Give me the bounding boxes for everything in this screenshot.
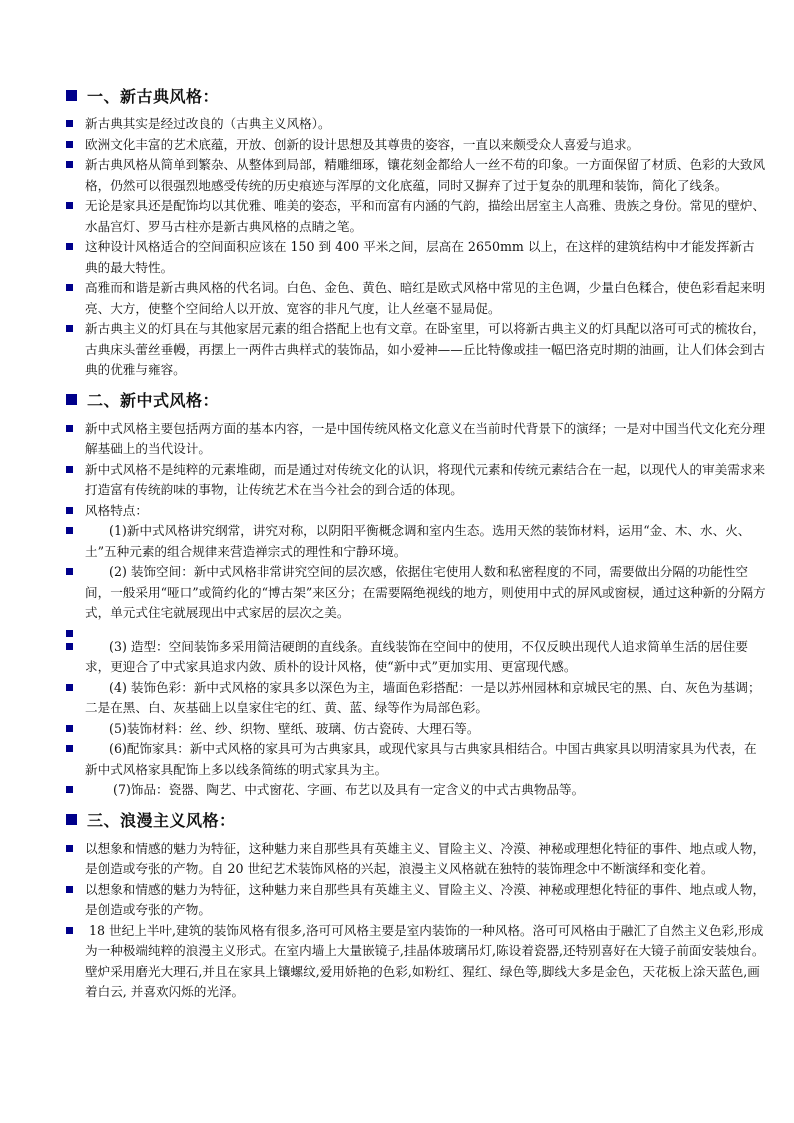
section-heading	[66, 80, 766, 110]
square-bullet-icon	[66, 507, 73, 514]
square-bullet-icon	[66, 845, 73, 852]
section-heading-text: 三、浪漫主义风格：	[87, 811, 236, 830]
list-item	[66, 780, 766, 801]
square-bullet-icon	[66, 394, 77, 405]
square-bullet-icon	[66, 141, 73, 148]
list-item	[66, 114, 766, 135]
list-item-text: 这种设计风格适合的空间面积应该在 150 到 400 平米之间，层高在 2650mm 以上，在这样的建筑结构中才能发挥新古典的最大特性。	[85, 239, 755, 275]
list-item-text: (6)配饰家具：新中式风格的家具可为古典家具，或现代家具与古典家具相结合。中国古典家具以明清家具为代表，在新中式风格家具配饰上多以线条简练的明式家具为主。	[85, 741, 757, 777]
section-new-chinese	[66, 385, 766, 801]
section-heading	[66, 805, 766, 835]
square-bullet-icon	[66, 927, 73, 934]
list-item-text: 新古典风格从简单到繁杂、从整体到局部，精雕细琢，镶花刻金都给人一丝不苟的印象。一方面保留了材质、色彩的大致风格，仍然可以很强烈地感受传统的历史痕迹与浑厚的文化底蕴，同时又摒弃了过于复杂的肌理和装饰，简化了线条。	[85, 157, 766, 193]
list-item	[66, 501, 766, 522]
square-bullet-icon	[66, 161, 73, 168]
list-item-text: 新中式风格不是纯粹的元素堆砌，而是通过对传统文化的认识，将现代元素和传统元素结合在一起，以现代人的审美需求来打造富有传统韵味的事物，让传统艺术在当今社会的到合适的体现。	[85, 461, 766, 497]
square-bullet-icon	[66, 886, 73, 893]
square-bullet-icon	[66, 120, 73, 127]
section-heading-text: 一、新古典风格：	[87, 86, 220, 106]
list-item	[66, 739, 766, 780]
list-item	[66, 880, 766, 921]
list-item-text: 以想象和情感的魅力为特征，这种魅力来自那些具有英雄主义、冒险主义、冷漠、神秘或理想化特征的事件、地点或人物，是创造或夸张的产物。	[85, 881, 766, 917]
list-item-text: (7)饰品：瓷器、陶艺、中式窗花、字画、布艺以及具有一定含义的中式古典物品等。	[85, 782, 585, 797]
list-item-text: 新中式风格主要包括两方面的基本内容，一是中国传统风格文化意义在当前时代背景下的演绎；一是对中国当代文化充分理解基础上的当代设计。	[85, 420, 766, 456]
list-item-text: 新古典其实是经过改良的（古典主义风格）。	[85, 116, 331, 131]
list-item-text: (5)装饰材料：丝、纱、织物、壁纸、玻璃、仿古瓷砖、大理石等。	[85, 720, 480, 736]
square-bullet-icon	[66, 725, 73, 732]
list-item-text: 18 世纪上半叶,建筑的装饰风格有很多,洛可可风格主要是室内装饰的一种风格。洛可可风格由于融汇了自然主义色彩,形成为一种极端纯粹的浪漫主义形式。在室内墙上大量嵌镜子,挂晶体玻璃吊灯,陈设着瓷器,还特别喜好在大镜子前面安装烛台。壁炉采用磨光大理石,并且在家具上镶螺纹,爱用娇艳的色彩,如粉红、猩红、绿色等,脚线大多是金色，天花板上涂天蓝色,画着白云, 并喜欢闪烁的光泽。	[85, 922, 765, 999]
list-item	[66, 562, 766, 624]
list-item-text: 欧洲文化丰富的艺术底蕴，开放、创新的设计思想及其尊贵的姿容，一直以来颇受众人喜爱与追求。	[85, 136, 640, 152]
list-item	[66, 319, 766, 381]
square-bullet-icon	[66, 643, 73, 650]
list-item-text: 风格特点：	[85, 502, 148, 518]
section-neoclassical	[66, 80, 766, 381]
list-item	[66, 637, 766, 678]
list-item-text: 无论是家具还是配饰均以其优雅、唯美的姿态，平和而富有内涵的气韵，描绘出居室主人高雅、贵族之身份。常见的壁炉、水晶宫灯、罗马古柱亦是新古典风格的点睛之笔。	[85, 198, 766, 234]
list-item	[66, 196, 766, 237]
square-bullet-icon	[66, 684, 73, 691]
bullet-list	[66, 114, 766, 381]
list-item-text: (1)新中式风格讲究纲常，讲究对称，以阴阳平衡概念调和室内生态。选用天然的装饰材料，运用“金、木、水、火、土”五种元素的组合规律来营造禅宗式的理性和宁静环境。	[85, 523, 751, 559]
square-bullet-icon	[66, 90, 77, 101]
square-bullet-icon	[66, 568, 73, 575]
list-item	[66, 460, 766, 501]
square-bullet-icon	[66, 814, 77, 825]
square-bullet-icon	[66, 527, 73, 534]
list-item	[66, 419, 766, 460]
document-body	[66, 80, 766, 1007]
square-bullet-icon	[66, 630, 73, 637]
list-item	[66, 278, 766, 319]
square-bullet-icon	[66, 284, 73, 291]
list-item-text: 高雅而和谐是新古典风格的代名词。白色、金色、黄色、暗红是欧式风格中常见的主色调，少量白色糅合，使色彩看起来明亮、大方，使整个空间给人以开放、宽容的非凡气度，让人丝毫不显局促。	[85, 280, 766, 316]
list-item-text: 以想象和情感的魅力为特征，这种魅力来自那些具有英雄主义、冒险主义、冷漠、神秘或理想化特征的事件、地点或人物，是创造或夸张的产物。自 20 世纪艺术装饰风格的兴起，浪漫主义风格就在独特的装饰理念中不断演绎和变化着。	[85, 840, 766, 876]
list-item	[66, 921, 766, 1003]
square-bullet-icon	[66, 325, 73, 332]
list-item	[66, 135, 766, 156]
list-item-text: (3) 造型：空间装饰多采用简洁硬朗的直线条。直线装饰在空间中的使用，不仅反映出现代人追求简单生活的居住要求，更迎合了中式家具追求内敛、质朴的设计风格，使“新中式”更加实用、更富现代感。	[85, 638, 748, 674]
square-bullet-icon	[66, 786, 73, 793]
square-bullet-icon	[66, 745, 73, 752]
bullet-list	[66, 419, 766, 801]
list-item	[66, 155, 766, 196]
section-romanticism	[66, 805, 766, 1003]
list-item	[66, 237, 766, 278]
square-bullet-icon	[66, 202, 73, 209]
list-item	[66, 678, 766, 719]
square-bullet-icon	[66, 243, 73, 250]
list-item	[66, 624, 766, 637]
square-bullet-icon	[66, 466, 73, 473]
list-item	[66, 521, 766, 562]
bullet-list	[66, 839, 766, 1003]
section-heading-text: 二、新中式风格：	[87, 391, 220, 410]
list-item	[66, 839, 766, 880]
square-bullet-icon	[66, 425, 73, 432]
list-item-text: (2) 装饰空间：新中式风格非常讲究空间的层次感，依据住宅使用人数和私密程度的不同，需要做出分隔的功能性空间，一般采用“哑口”或简约化的“博古架”来区分；在需要隔绝视线的地方，则使用中式的屏风或窗棂，通过这种新的分隔方式，单元式住宅就展现出中式家居的层次之美。	[85, 564, 766, 620]
list-item-text: (4) 装饰色彩：新中式风格的家具多以深色为主，墙面色彩搭配：一是以苏州园林和京城民宅的黑、白、灰色为基调；二是在黑、白、灰基础上以皇家住宅的红、黄、蓝、绿等作为局部色彩。	[85, 679, 761, 715]
section-heading	[66, 385, 766, 415]
list-item-text: 新古典主义的灯具在与其他家居元素的组合搭配上也有文章。在卧室里，可以将新古典主义的灯具配以洛可可式的梳妆台，古典床头蕾丝垂幔，再摆上一两件古典样式的装饰品，如小爱神——丘比特像或挂一幅巴洛克时期的油画，让人们体会到古典的优雅与雍容。	[85, 321, 766, 377]
list-item	[66, 719, 766, 740]
